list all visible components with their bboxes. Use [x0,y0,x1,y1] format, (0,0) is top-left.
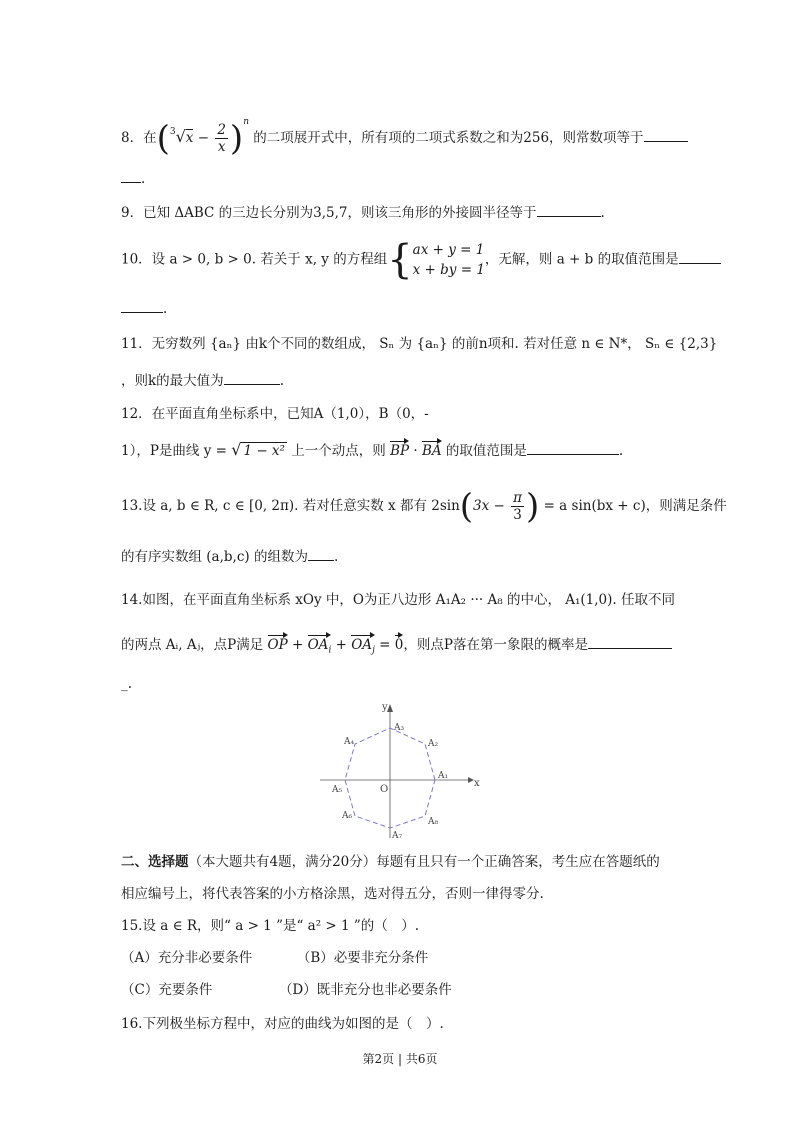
label-a7: A₇ [392,831,403,840]
question-14 [121,590,675,610]
question-13-continued [121,546,338,567]
label-origin: O [380,784,389,795]
answer-blank [527,440,619,455]
q9-end: . [600,205,605,221]
q8-prefix: 8．在 [121,130,157,146]
q13-text-2: = a sin(bx + c)，则满足条件 [543,498,727,514]
answer-blank [588,634,672,649]
section-instructions: （本大题共有4题，满分20分）每题有且只有一个正确答案，考生应在答题纸的 [188,854,660,870]
vector-bp: BP [390,443,410,459]
question-13: 13.设 a, b ∈ R, c ∈ [0, 2π). 若对任意实数 x 都有 2sin(3x − $\frac{\pi}{3}$ ) = a sin(bx + c)，则满足条件 [121,486,727,527]
vector-oaj: $OA_j$ [351,635,375,661]
equation-system [413,240,485,280]
question-16 [121,1014,444,1034]
question-15-options-2 [121,980,452,1000]
q14-end: _. [121,676,133,692]
question-9 [121,202,605,223]
system-brace: { [387,237,413,283]
section-title: 二、选择题 [121,854,189,870]
octagon-figure [318,700,488,840]
section-2-header-continued [121,884,544,904]
option-a: （A）充分非必要条件 [121,950,253,966]
label-x: x [474,778,480,789]
answer-blank [537,202,601,217]
sqrt-expression: 1 − x² [243,443,285,459]
label-a6: A₆ [342,811,353,821]
label-a8: A₈ [428,817,439,827]
page-footer: 第2页 | 共6页 [362,1052,438,1066]
q12-text: 12．在平面直角坐标系中，已知A（1,0），B（0，- [121,406,429,422]
answer-blank [224,370,280,385]
option-b: （B）必要非充分条件 [296,950,429,966]
answer-blank [121,298,163,313]
label-a1: A₁ [438,771,449,781]
q10-prefix: 10．设 a > 0, b > 0. 若关于 x, y 的方程组 [121,251,388,268]
q15-stem: 15.设 a ∈ R，则“ a > 1 ”是“ a² > 1 ”的（ ）. [121,918,420,934]
label-a2: A₂ [428,739,439,749]
section-instructions-2: 相应编号上，将代表答案的小方格涂黑，选对得五分，否则一律得零分. [121,886,544,902]
question-8: 8．在($^3$√x − $\frac{2}{x}$ )$^n$ 的二项展开式中，所有项的二项式系数之和为256，则常数项等于 [121,112,688,155]
question-8-continued [121,168,145,189]
zero-vector: 0 [394,637,404,653]
answer-blank [644,127,688,142]
equation-2: x + by = 1 [412,262,485,278]
y-axis-arrow-icon [387,704,393,712]
q8-formula: ( [156,118,170,159]
vector-ba: BA [421,443,442,459]
q11-end: . [279,373,284,389]
question-10 [121,237,721,283]
q8-text: 的二项展开式中，所有项的二项式系数之和为256，则常数项等于 [253,130,644,146]
q16-stem: 16.下列极坐标方程中，对应的曲线为如图的是（ ）. [121,1016,444,1032]
question-14-continued: 的两点 Aᵢ, Aⱼ，点P满足 OP + $OA_i + OA_j = 0$，则点P落在第一象限的概率是 [121,634,672,661]
q11-text: 11．无穷数列 {aₙ} 由k个不同的数组成， Sₙ 为 {aₙ} 的前n项和. 若对任意 n ∈ N*， Sₙ ∈ {2,3} [121,336,718,352]
q13-end: . [333,549,339,565]
question-11-continued [121,370,284,391]
option-c: （C）充要条件 [121,982,213,998]
q13-text-3: 的有序实数组 (a,b,c) 的组数为 [121,549,308,565]
q14-text-2: 的两点 Aᵢ, Aⱼ，点P满足 [121,637,264,653]
question-15-options-1 [121,948,428,968]
q14-text-3: ，则点P落在第一象限的概率是 [403,637,588,653]
label-a5: A₅ [332,785,343,795]
q10-end: . [163,301,168,317]
q14-text: 14.如图，在平面直角坐标系 xOy 中，O为正八边形 A₁A₂ ··· A₈ 的中心， A₁(1,0). 任取不同 [121,592,675,608]
question-14-end [121,674,132,694]
q13-text: 13.设 a, b ∈ R, c ∈ [0, 2π). 若对任意实数 x 都有 2sin [121,498,460,514]
q12-text-4: 的取值范围是 [445,443,527,459]
q8-end: . [141,171,146,187]
option-d: （D）既非充分也非必要条件 [278,982,452,998]
q12-text-2: 1），P是曲线 y = [121,443,227,459]
question-10-continued [121,298,167,319]
question-12-continued: 1），P是曲线 y = √ 1 − x² 上一个动点，则 BP · BA 的取值范围是 . [121,440,624,459]
label-a4: A₄ [344,737,355,747]
q9-text: 9．已知 ΔABC 的三边长分别为3,5,7，则该三角形的外接圆半径等于 [121,205,537,221]
q10-text: ，无解，则 a + b 的取值范围是 [484,251,679,268]
q12-text-3: 上一个动点，则 [291,443,386,459]
section-2-header [121,852,660,872]
answer-blank [121,168,141,183]
answer-blank [679,249,721,264]
question-15 [121,916,419,936]
answer-blank [308,546,334,561]
vector-oai: $OA_i$ [308,635,332,661]
vector-op: OP [267,637,288,653]
label-a3: A₃ [394,723,405,733]
question-11 [121,334,717,354]
label-y: y [382,702,388,713]
q11-text-2: ，则k的最大值为 [121,373,224,389]
q12-end: . [618,443,624,459]
equation-1: ax + y = 1 [412,242,485,258]
question-12 [121,404,429,424]
